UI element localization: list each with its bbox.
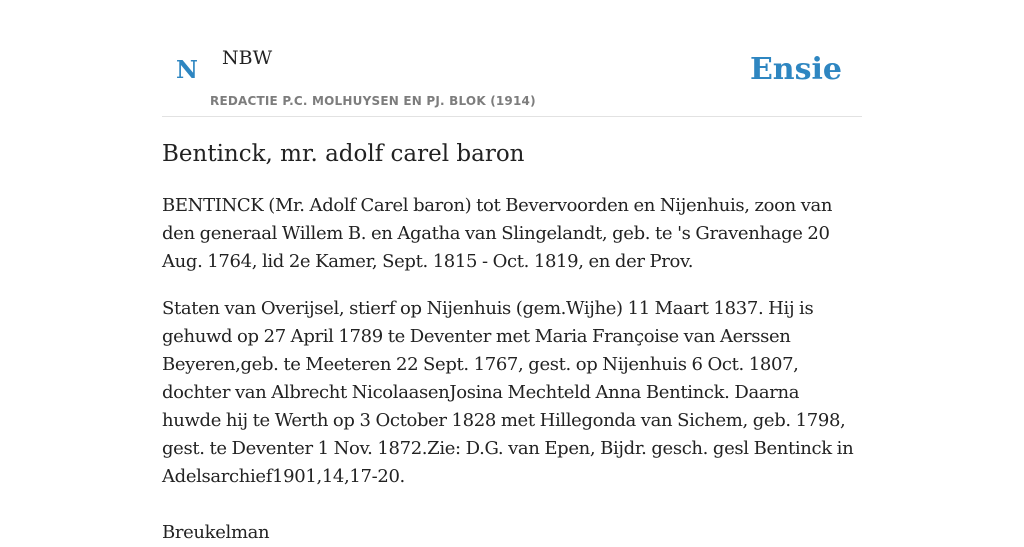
brand-logo[interactable]: Ensie <box>749 52 842 87</box>
source-logo[interactable]: N <box>176 55 198 84</box>
source-title[interactable]: NBW <box>222 47 273 69</box>
source-editors: REDACTIE P.C. MOLHUYSEN EN PJ. BLOK (1914) <box>210 94 536 108</box>
header <box>162 0 862 117</box>
entry-paragraph: BENTINCK (Mr. Adolf Carel baron) tot Bevervoorden en Nijenhuis, zoon van den generaal Willem B. en Agatha van Slingelandt, geb. te 's Gravenhage 20 Aug. 1764, lid 2e Kamer, Sept. 1815 - Oct. 1819, en der Prov. <box>162 195 833 272</box>
entry-paragraph: Staten van Overijsel, stierf op Nijenhuis (gem.Wijhe) 11 Maart 1837. Hij is gehuwd op 27 April 1789 te Deventer met Maria Françoise van Aerssen Beyeren,geb. te Meeteren 22 Sept. 1767, gest. op Nijenhuis 6 Oct. 1807, dochter van Albrecht NicolaasenJosina Mechteld Anna Bentinck. Daarna huwde hij te Werth op 3 October 1828 met Hillegonda van Sichem, geb. 1798, gest. te Deventer 1 Nov. 1872.Zie: D.G. van Epen, Bijdr. gesch. gesl Bentinck in Adelsarchief1901,14,17-20. <box>162 298 854 487</box>
entry-content <box>162 138 862 547</box>
entry-title: Bentinck, mr. adolf carel baron <box>162 141 525 167</box>
entry-author: Breukelman <box>162 522 270 543</box>
